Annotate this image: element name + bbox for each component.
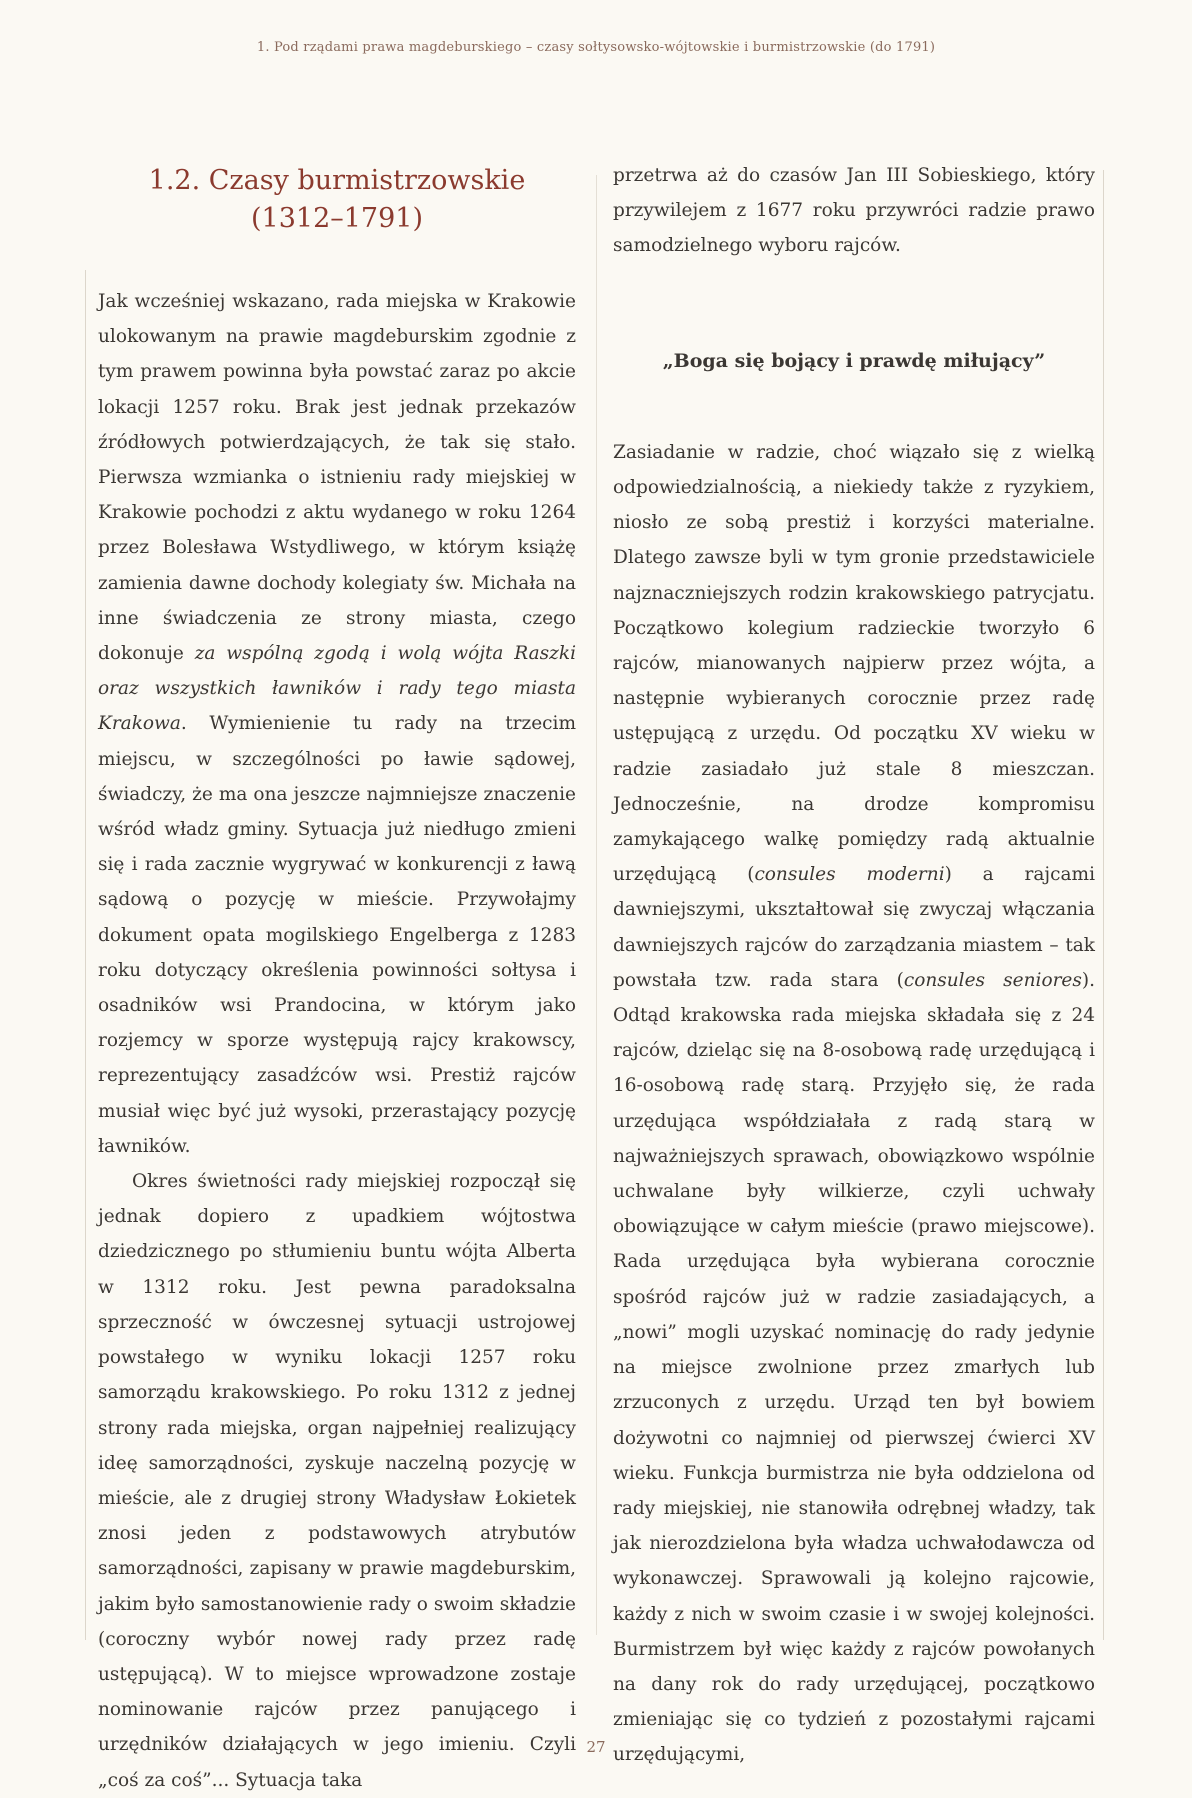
section-title xyxy=(98,162,576,238)
right-paragraph-1: przetrwa aż do czasów Jan III Sobieskiego, który przywilejem z 1677 roku przywróci radzie prawo samodzielnego wyboru rajców. xyxy=(613,165,1095,257)
right-p2-text-b: ) a rajcami dawniejszymi, ukształtował się zwyczaj włączania dawniejszych rajców do zarządzania miastem – tak powstała tzw. rada stara ( xyxy=(613,864,1095,991)
right-paragraph-2 xyxy=(613,435,1095,1773)
left-p1-text-b: . Wymienienie tu rady na trzecim miejscu, w szczególności po ławie sądowej, świadczy, że ma ona jeszcze najmniejsze znaczenie wśród władz gminy. Sytuacja już niedługo zmieni się i rada zacznie wygrywać w konkurencji z ławą sądową o pozycję w mieście. Przywołajmy dokument opata mogilskiego Engelberga z 1283 roku dotyczący określenia powinności sołtysa i osadników wsi Prandocina, w którym jako rozjemcy w sporze występują rajcy krakowscy, reprezentujący zasadźców wsi. Prestiż rajców musiał więc być już wysoki, przerastający pozycję ławników. xyxy=(98,713,576,1157)
subsection-title: „Boga się bojący i prawdę miłujący” xyxy=(662,349,1046,372)
column-divider xyxy=(596,175,597,1635)
right-margin-rule xyxy=(1103,170,1104,1640)
left-p1-text-a: Jak wcześniej wskazano, rada miejska w Krakowie ulokowanym na prawie magdeburskim zgodnie z tym prawem powinna była powstać zaraz po akcie lokacji 1257 roku. Brak jest jednak przekazów źródłowych potwierdzających, że tak się stało. Pierwsza wzmianka o istnieniu rady miejskiej w Krakowie pochodzi z aktu wydanego w roku 1264 przez Bolesława Wstydliwego, w którym książę zamienia dawne dochody kolegiaty św. Michała na inne świadczenia ze strony miasta, czego dokonuje xyxy=(98,291,576,665)
page-number: 27 xyxy=(586,1738,606,1756)
left-p1-italic: za wspólną zgodą i wolą wójta Raszki oraz wszystkich ławników i rady tego miasta Krakowa xyxy=(98,643,576,735)
right-p2-italic-1: consules moderni xyxy=(754,864,945,886)
left-paragraph-1 xyxy=(98,284,576,1164)
left-paragraph-2: Okres świetności rady miejskiej rozpoczął się jednak dopiero z upadkiem wójtostwa dziedzicznego po stłumieniu buntu wójta Alberta w 1312 roku. Jest pewna paradoksalna sprzeczność w ówczesnej sytuacji ustrojowej powstałego w wyniku lokacji 1257 roku samorządu krakowskiego. Po roku 1312 z jednej strony rada miejska, organ najpełniej realizujący ideę samorządności, zyskuje naczelną pozycję w mieście, ale z drugiej strony Władysław Łokietek znosi jeden z podstawowych atrybutów samorządności, zapisany w prawie magdeburskim, jakim było samostanowienie rady o swoim składzie (coroczny wybór nowej rady przez radę ustępującą). W to miejsce wprowadzone zostaje nominowanie rajców przez panującego i urzędników działających w jego imieniu. Czyli „coś za coś”... Sytuacja taka xyxy=(98,1171,576,1791)
section-title-line1: 1.2. Czasy burmistrzowskie xyxy=(148,165,526,196)
left-margin-rule xyxy=(85,270,86,1640)
right-p2-text-c: ). Odtąd krakowska rada miejska składała się z 24 rajców, dzieląc się na 8-osobową radę urzędującą i 16-osobową radę starą. Przyjęło się, że rada urzędująca współdziałała z radą starą w najważniejszych sprawach, obowiązkowo wspólnie uchwalane były wilkierze, czyli uchwały obowiązujące w całym mieście (prawo miejscowe). Rada urzędująca była wybierana corocznie spośród rajców już w radzie zasiadających, a „nowi” mogli uzyskać nominację do rady jedynie na miejsce zwolnione przez zmarłych lub zrzuconych z urzędu. Urząd ten był bowiem dożywotni co najmniej od pierwszej ćwierci XV wieku. Funkcja burmistrza nie była oddzielona od rady miejskiej, nie stanowiła odrębnej władzy, tak jak nierozdzielona była władza uchwałodawcza od wykonawczej. Sprawowali ją kolejno rajcowie, każdy z nich w swoim czasie i w swojej kolejności. Burmistrzem był więc każdy z rajców powołanych na dany rok do rady urzędującej, początkowo zmieniając się co tydzień z pozostałymi rajcami urzędującymi, xyxy=(613,969,1095,1766)
section-title-line2: (1312–1791) xyxy=(251,203,423,234)
right-column xyxy=(613,158,1095,1773)
right-p2-text-a: Zasiadanie w radzie, choć wiązało się z wielką odpowiedzialnością, a niekiedy także z ryzykiem, niosło ze sobą prestiż i korzyści materialne. Dlatego zawsze byli w tym gronie przedstawiciele najznaczniejszych rodzin krakowskiego patrycjatu. Początkowo kolegium radzieckie tworzyło 6 rajców, mianowanych najpierw przez wójta, a następnie wybieranych corocznie przez radę ustępującą z urzędu. Od początku XV wieku w radzie zasiadało już stale 8 mieszczan. Jednocześnie, na drodze kompromisu zamykającego walkę pomiędzy radą aktualnie urzędującą ( xyxy=(613,441,1095,886)
right-p2-italic-2: consules seniores xyxy=(903,969,1082,991)
left-column xyxy=(98,158,576,1798)
running-header: 1. Pod rządami prawa magdeburskiego – czasy sołtysowsko-wójtowskie i burmistrzowskie (do 1791) xyxy=(256,40,936,55)
